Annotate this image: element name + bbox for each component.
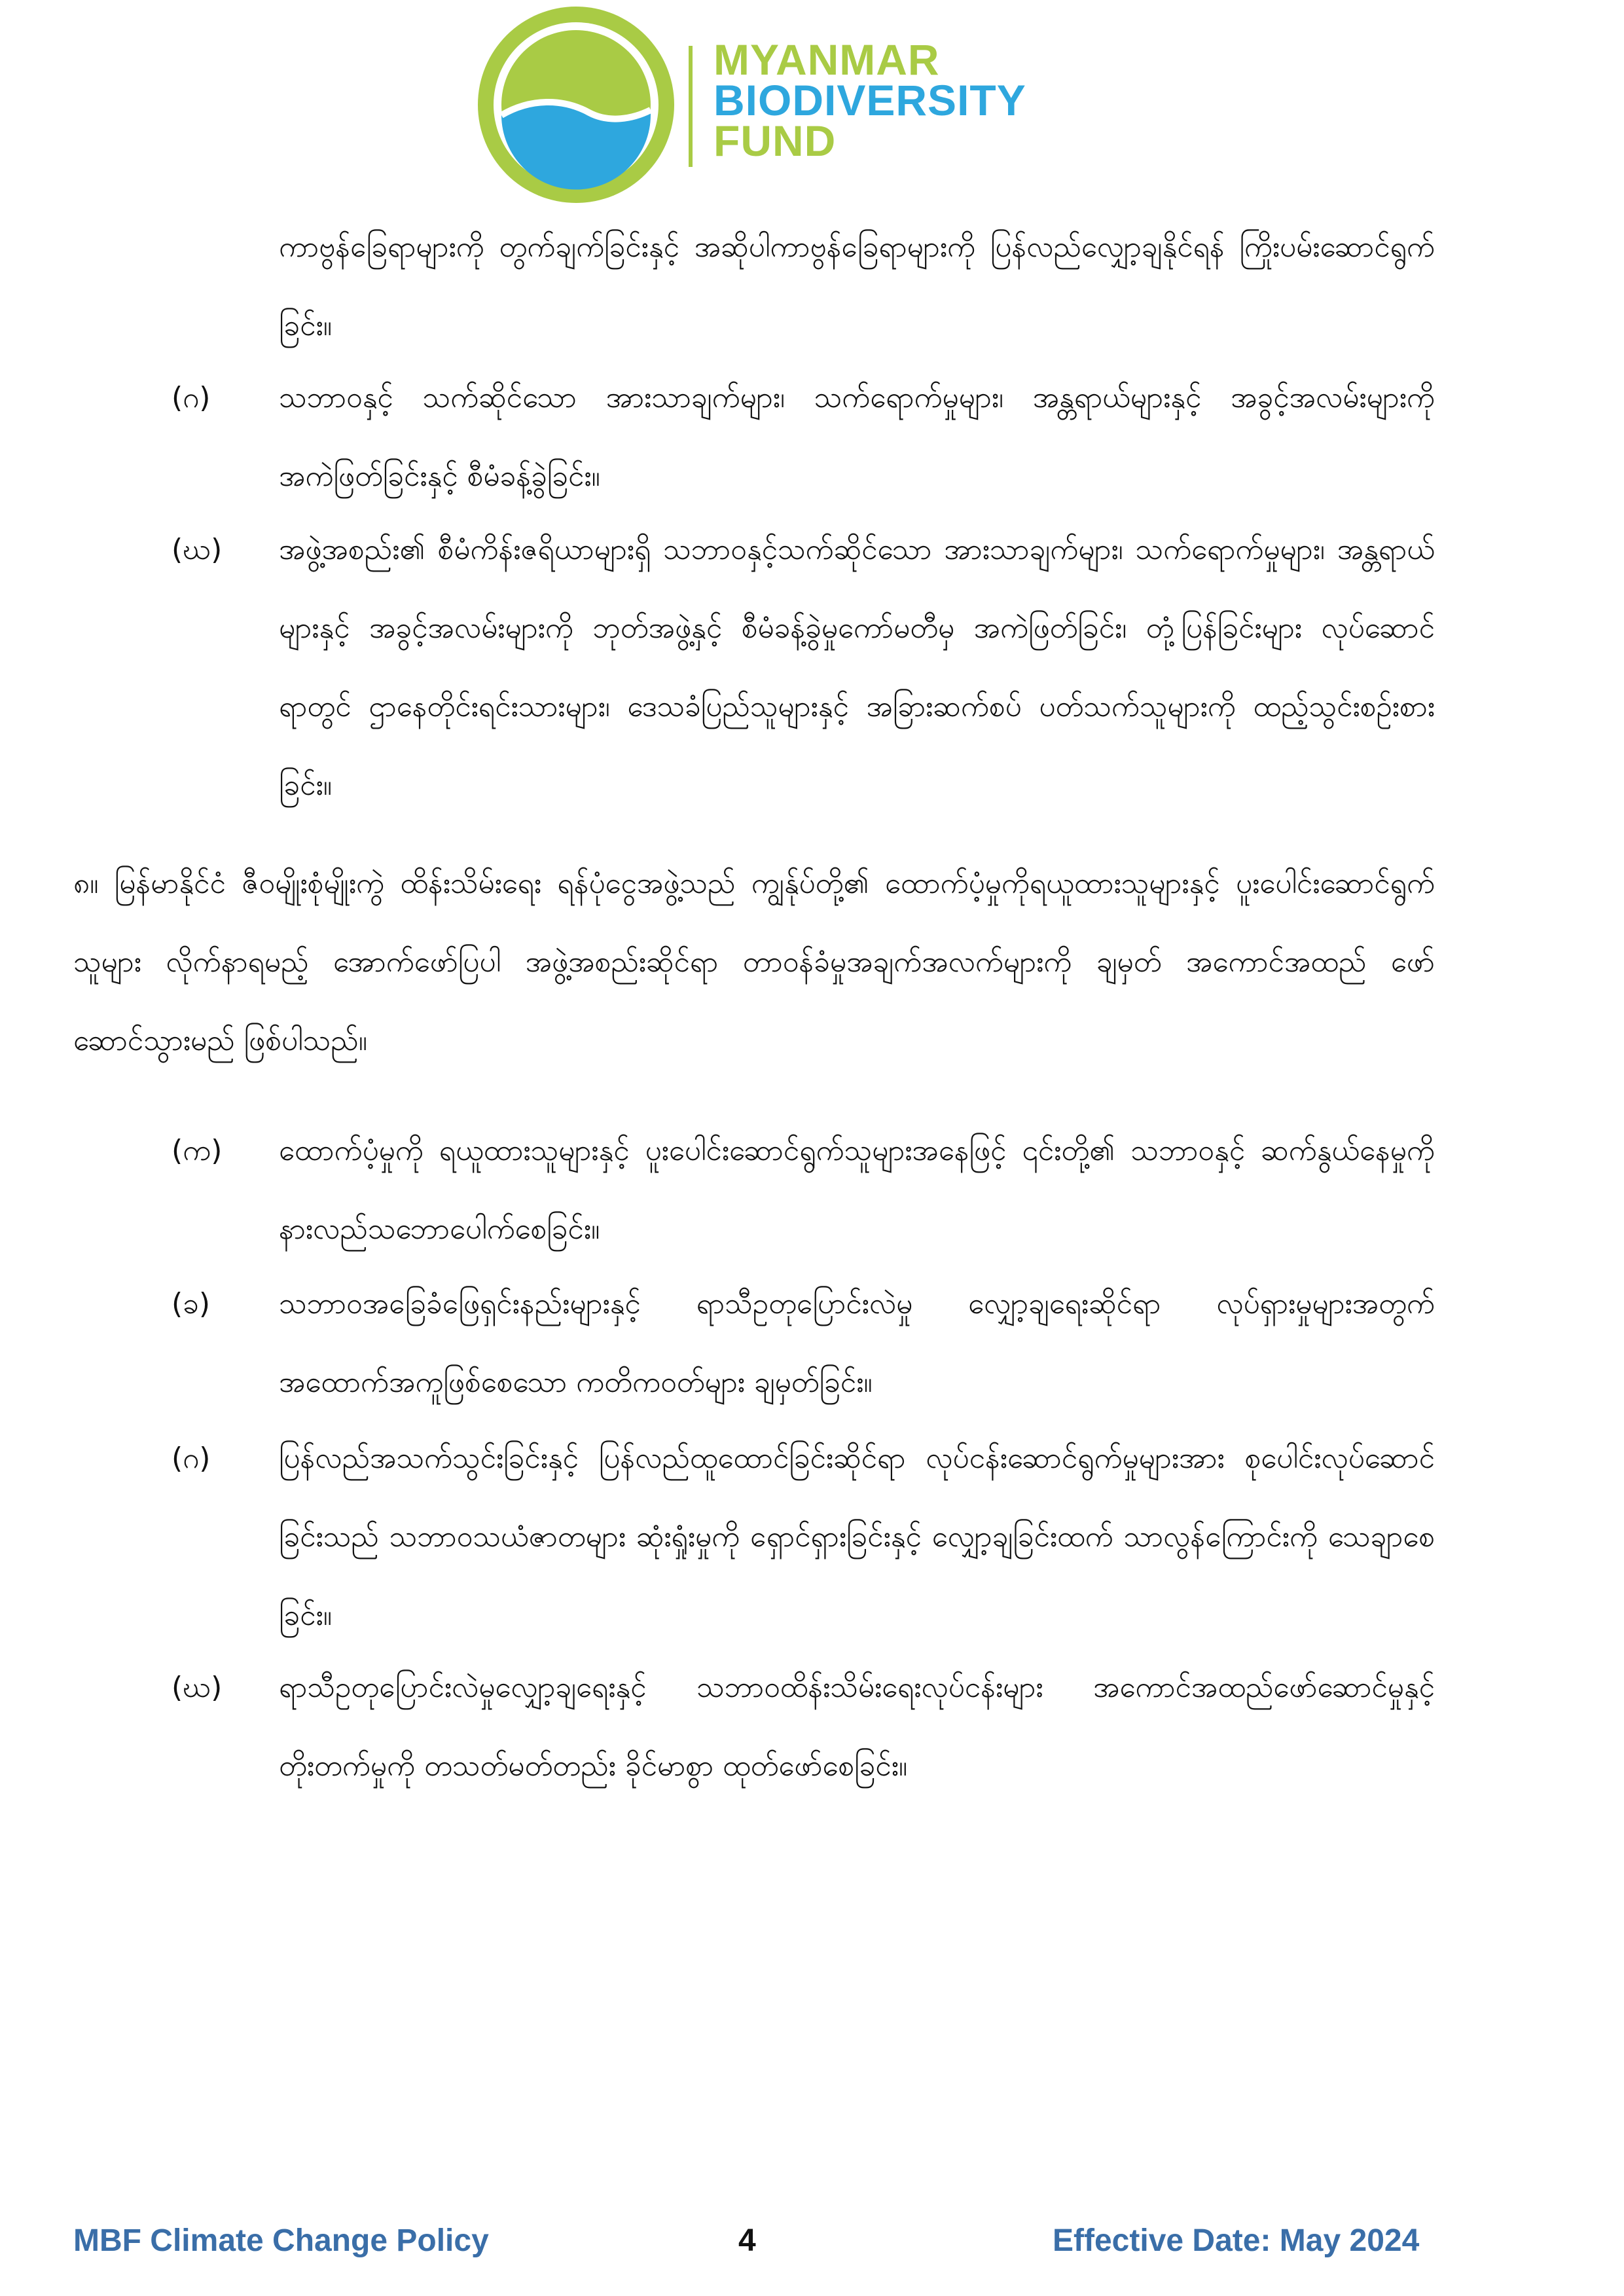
list-marker: (ဂ) <box>171 381 211 414</box>
list-item-text: သဘာဝအခြေခံဖြေရှင်းနည်းများနှင့် ရာသီဥတုပြောင်းလဲမှု လျှော့ချရေးဆိုင်ရာ လုပ်ရှားမှုများအတွက် အထောက်အကူဖြစ်စေသော ကတိကဝတ်များ ချမှတ်ခြင်း။ <box>279 1287 1435 1399</box>
section-8-text: ၈။ မြန်မာနိုင်ငံ ဇီဝမျိုးစုံမျိုးကွဲ ထိန်းသိမ်းရေး ရန်ပုံငွေအဖွဲ့သည် ကျွန်ုပ်တို့၏ ထောက်ပံ့မှုကိုရယူထားသူများနှင့် ပူးပေါင်းဆောင်ရွက်သူများ လိုက်နာရမည့် အောက်ဖော်ပြပါ အဖွဲ့အစည်းဆိုင်ရာ တာဝန်ခံမှုအချက်အလက်များကို ချမှတ် အကောင်အထည် ဖော်ဆောင်သွားမည် ဖြစ်ပါသည်။ <box>73 867 1435 1057</box>
list-marker: (ခ) <box>171 1287 211 1321</box>
list-marker: (ဂ) <box>171 1442 211 1475</box>
continuation-paragraph <box>279 208 1435 365</box>
list-marker: (ဃ) <box>171 1671 223 1704</box>
logo-line-1: MYANMAR <box>713 35 940 84</box>
logo-circle-icon <box>471 0 681 210</box>
logo-line-3: FUND <box>713 117 837 165</box>
list-item-text: ထောက်ပံ့မှုကို ရယူထားသူများနှင့် ပူးပေါင်းဆောင်ရွက်သူများအနေဖြင့် ၎င်းတို့၏ သဘာဝနှင့် ဆက်နွယ်နေမှုကို နားလည်သဘောပေါက်စေခြင်း။ <box>279 1134 1435 1246</box>
list-item-text: အဖွဲ့အစည်း၏ စီမံကိန်းဇရိယာများရှိ သဘာဝနှင့်သက်ဆိုင်သော အားသာချက်များ၊ သက်ရောက်မှုများ၊ အန္တရာယ်များနှင့် အခွင့်အလမ်းများကို ဘုတ်အဖွဲ့နှင့် စီမံခန့်ခွဲမှုကော်မတီမှ အကဲဖြတ်ခြင်း၊ တုံ့ပြန်ခြင်းများ လုပ်ဆောင်ရာတွင် ဌာနေတိုင်းရင်းသားများ၊ ဒေသခံပြည်သူများနှင့် အခြားဆက်စပ် ပတ်သက်သူများကို ထည့်သွင်းစဉ်းစားခြင်း။ <box>279 533 1435 802</box>
list-item-text: ပြန်လည်အသက်သွင်းခြင်းနှင့် ပြန်လည်ထူထောင်ခြင်းဆိုင်ရာ လုပ်ငန်းဆောင်ရွက်မှုများအား စုပေါင်းလုပ်ဆောင်ခြင်းသည် သဘာဝသယံဇာတများ ဆုံးရှုံးမှုကို ရှောင်ရှားခြင်းနှင့် လျှော့ချခြင်းထက် သာလွန်ကြောင်းကို သေချာစေခြင်း။ <box>279 1442 1435 1632</box>
list-marker: (က) <box>171 1134 223 1167</box>
continuation-text: ကာဗွန်ခြေရာများကို တွက်ချက်ခြင်းနှင့် အဆိုပါကာဗွန်ခြေရာများကို ပြန်လည်လျှော့ချနိုင်ရန် ကြိုးပမ်းဆောင်ရွက် ခြင်း။ <box>279 230 1435 342</box>
list-item-text: သဘာဝနှင့် သက်ဆိုင်သော အားသာချက်များ၊ သက်ရောက်မှုများ၊ အန္တရာယ်များနှင့် အခွင့်အလမ်းများကို အကဲဖြတ်ခြင်းနှင့် စီမံခန့်ခွဲခြင်း။ <box>279 381 1435 493</box>
logo-divider <box>689 46 693 167</box>
logo-wordmark <box>713 35 1026 165</box>
footer-page-number: 4 <box>738 2223 756 2258</box>
list-item-text: ရာသီဥတုပြောင်းလဲမှုလျှော့ချရေးနှင့် သဘာဝထိန်းသိမ်းရေးလုပ်ငန်းများ အကောင်အထည်ဖော်ဆောင်မှုနှင့် တိုးတက်မှုကို တသတ်မတ်တည်း ခိုင်မာစွာ ထုတ်ဖော်စေခြင်း။ <box>279 1671 1435 1783</box>
logo-line-2: BIODIVERSITY <box>713 76 1026 124</box>
section-8-paragraph <box>73 845 1435 1080</box>
mbf-logo <box>471 0 1060 213</box>
footer-effective-date: Effective Date: May 2024 <box>1053 2223 1420 2258</box>
list-marker: (ဃ) <box>171 533 223 566</box>
footer-document-title: MBF Climate Change Policy <box>73 2223 489 2258</box>
